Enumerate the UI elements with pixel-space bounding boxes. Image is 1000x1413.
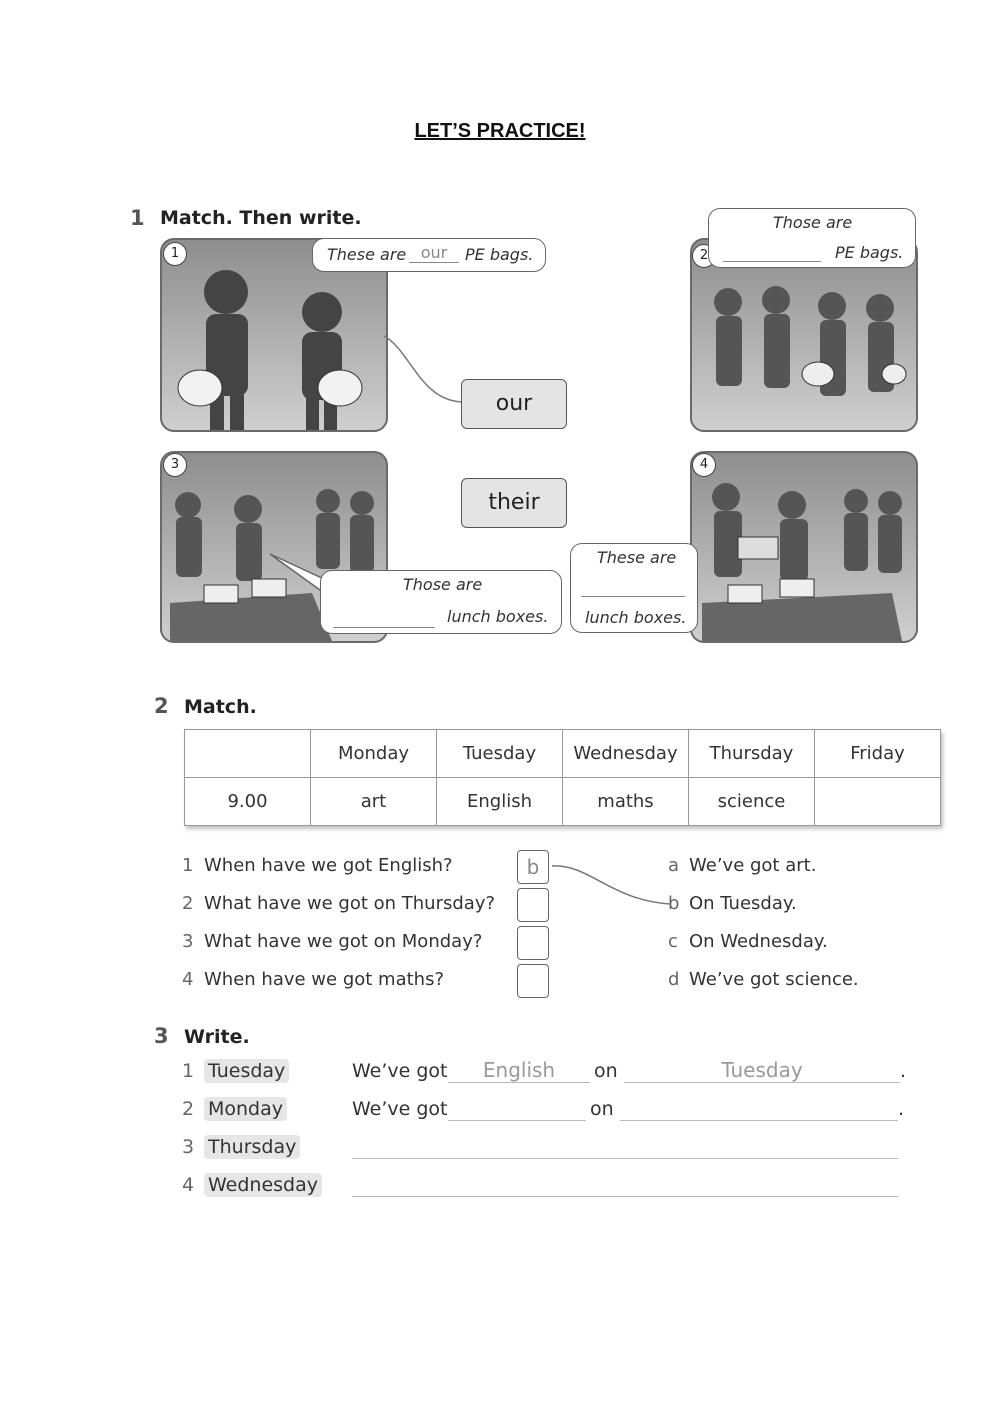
timetable xyxy=(184,729,941,826)
timetable-cell: art xyxy=(311,778,437,826)
speech-bubble-2-text-end: PE bags. xyxy=(835,243,904,262)
picture-4 xyxy=(690,451,918,643)
option-a xyxy=(668,855,816,876)
option-c xyxy=(668,931,828,952)
option-c-letter: c xyxy=(668,931,678,952)
write-row-4-number: 4 xyxy=(182,1174,195,1196)
picture-4-number: 4 xyxy=(692,453,716,477)
speech-bubble-3-blank[interactable] xyxy=(333,607,435,628)
answer-box-4[interactable] xyxy=(517,964,549,998)
question-1-number: 1 xyxy=(182,855,194,876)
speech-bubble-1 xyxy=(312,238,546,272)
write-row-3-number: 3 xyxy=(182,1136,195,1158)
answer-box-3[interactable] xyxy=(517,926,549,960)
picture-3-number: 3 xyxy=(163,453,187,477)
timetable-row xyxy=(185,778,941,826)
timetable-header-cell: Thursday xyxy=(689,730,815,778)
write-row-3 xyxy=(182,1136,300,1158)
write-row-1-end: . xyxy=(900,1060,907,1082)
write-row-1-day: Tuesday xyxy=(204,1059,289,1083)
write-row-2-day-blank[interactable] xyxy=(620,1096,898,1121)
write-row-4-day: Wednesday xyxy=(204,1173,322,1197)
speech-bubble-3-text-start: Those are xyxy=(403,575,483,594)
timetable-cell: science xyxy=(689,778,815,826)
write-row-2-day: Monday xyxy=(204,1097,287,1121)
write-row-2-number: 2 xyxy=(182,1098,195,1120)
answer-box-2[interactable] xyxy=(517,888,549,922)
write-row-3-day: Thursday xyxy=(204,1135,300,1159)
write-row-2-prefix: We’ve got xyxy=(352,1098,448,1120)
option-a-letter: a xyxy=(668,855,680,876)
option-d-letter: d xyxy=(668,969,680,990)
timetable-cell: 9.00 xyxy=(185,778,311,826)
speech-bubble-3-text-end: lunch boxes. xyxy=(447,607,549,626)
option-d-text: We’ve got science. xyxy=(689,969,859,990)
write-row-1 xyxy=(182,1060,289,1082)
write-row-2-subject-blank[interactable] xyxy=(448,1096,586,1121)
speech-bubble-4-blank[interactable] xyxy=(581,576,685,597)
question-3 xyxy=(182,931,482,952)
write-row-1-subject-blank[interactable]: English xyxy=(448,1058,590,1083)
speech-bubble-4 xyxy=(570,543,698,633)
option-b xyxy=(668,893,797,914)
speech-bubble-3 xyxy=(320,570,562,634)
page-title: LET’S PRACTICE! xyxy=(414,120,586,142)
picture-1-number: 1 xyxy=(163,242,187,266)
timetable-cell: English xyxy=(437,778,563,826)
timetable-header-cell: Wednesday xyxy=(563,730,689,778)
timetable-cell: maths xyxy=(563,778,689,826)
speech-bubble-3-tail xyxy=(268,552,328,592)
exercise-3-title: Write. xyxy=(184,1026,250,1048)
write-row-1-prefix: We’ve got xyxy=(352,1060,448,1082)
write-row-4-answer-line[interactable] xyxy=(352,1172,898,1197)
write-row-1-day-blank[interactable]: Tuesday xyxy=(624,1058,900,1083)
exercise-3-number: 3 xyxy=(154,1024,169,1048)
speech-bubble-1-text-end: PE bags. xyxy=(465,245,534,264)
option-b-letter: b xyxy=(668,893,680,914)
word-box-our[interactable]: our xyxy=(461,379,567,429)
question-2 xyxy=(182,893,495,914)
timetable-header-cell xyxy=(185,730,311,778)
write-row-2 xyxy=(182,1098,287,1120)
picture-2-illustration xyxy=(692,240,916,430)
speech-bubble-1-blank[interactable]: our xyxy=(409,243,459,263)
write-row-1-number: 1 xyxy=(182,1060,195,1082)
exercise-2-number: 2 xyxy=(154,694,169,718)
write-row-2-end: . xyxy=(898,1098,905,1120)
timetable-header-cell: Friday xyxy=(815,730,941,778)
question-2-number: 2 xyxy=(182,893,194,914)
question-4-number: 4 xyxy=(182,969,194,990)
question-2-text: What have we got on Thursday? xyxy=(204,893,496,914)
question-4 xyxy=(182,969,444,990)
picture-4-illustration xyxy=(692,453,916,641)
speech-bubble-1-text-start: These are xyxy=(327,245,407,264)
word-box-their[interactable]: their xyxy=(461,478,567,528)
option-d xyxy=(668,969,859,990)
question-3-number: 3 xyxy=(182,931,194,952)
exercise-2-title: Match. xyxy=(184,696,257,718)
option-c-text: On Wednesday. xyxy=(689,931,828,952)
exercise-1-title: Match. Then write. xyxy=(160,207,362,229)
speech-bubble-4-text-start: These are xyxy=(597,548,677,567)
question-3-text: What have we got on Monday? xyxy=(204,931,483,952)
question-1-text: When have we got English? xyxy=(204,855,453,876)
match-line-1-b xyxy=(550,860,672,910)
exercise-1-number: 1 xyxy=(130,206,145,230)
timetable-cell xyxy=(815,778,941,826)
speech-bubble-2 xyxy=(708,208,916,268)
write-row-1-on: on xyxy=(594,1060,618,1082)
write-row-2-on: on xyxy=(590,1098,614,1120)
question-1 xyxy=(182,855,453,876)
write-row-3-answer-line[interactable] xyxy=(352,1134,898,1159)
timetable-header-row xyxy=(185,730,941,778)
answer-box-1[interactable]: b xyxy=(517,850,549,884)
question-4-text: When have we got maths? xyxy=(204,969,444,990)
option-b-text: On Tuesday. xyxy=(689,893,797,914)
match-line-our xyxy=(380,330,470,410)
write-row-4 xyxy=(182,1174,322,1196)
timetable-header-cell: Monday xyxy=(311,730,437,778)
speech-bubble-4-text-end: lunch boxes. xyxy=(585,608,687,627)
option-a-text: We’ve got art. xyxy=(689,855,817,876)
picture-2-number: 2 xyxy=(692,244,716,268)
timetable-header-cell: Tuesday xyxy=(437,730,563,778)
speech-bubble-2-blank[interactable] xyxy=(723,241,821,262)
speech-bubble-2-text-start: Those are xyxy=(773,213,853,232)
